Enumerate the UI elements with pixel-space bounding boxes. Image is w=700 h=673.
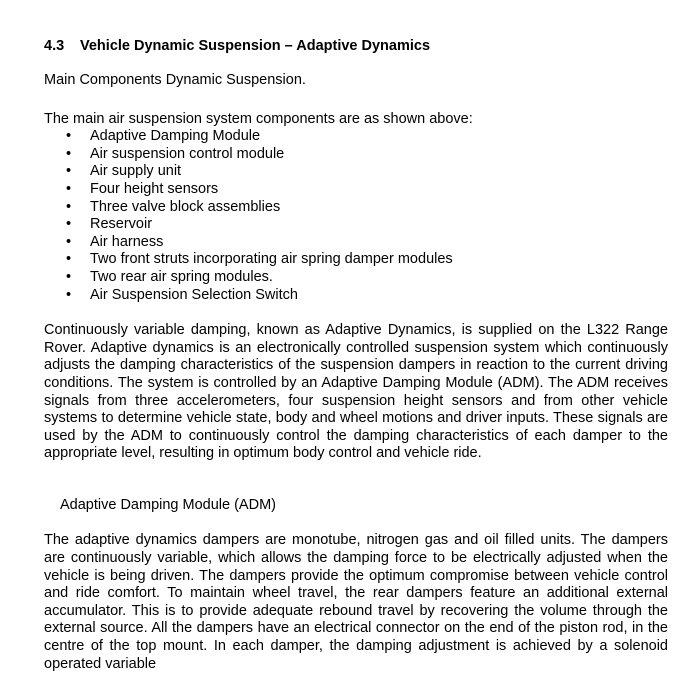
bullet-icon: • xyxy=(66,251,72,268)
list-item: • Four height sensors xyxy=(66,180,219,197)
section-heading xyxy=(44,36,668,56)
list-item: • Air supply unit xyxy=(66,163,182,180)
list-item: • Air suspension control module xyxy=(66,145,285,162)
adm-heading: Adaptive Damping Module (ADM) xyxy=(60,496,276,513)
list-item: • Two rear air spring modules. xyxy=(66,268,273,285)
list-item: • Air Suspension Selection Switch xyxy=(66,286,298,303)
paragraph-adaptive-dynamics: Continuously variable damping, known as Adaptive Dynamics, is supplied on the L322 Range Rover. Adaptive dynamics is an electronically controlled suspension system which continuously adjusts the damping characteristics of the suspension dampers in reaction to the current driving conditions. The system is controlled by an Adaptive Damping Module (ADM). The ADM receives signals from three accelerometers, four suspension height sensors and from other vehicle systems to determine vehicle state, body and wheel motions and driver inputs. These signals are used by the ADM to continuously control the damping characteristics of each damper to the appropriate level, resulting in optimum body control and vehicle ride. xyxy=(44,322,668,462)
bullet-icon: • xyxy=(66,198,72,215)
list-item: • Two front struts incorporating air spring damper modules xyxy=(66,251,453,268)
document-page xyxy=(44,36,668,673)
bullet-icon: • xyxy=(66,145,72,162)
bullet-icon: • xyxy=(66,233,72,250)
bullet-icon: • xyxy=(66,216,72,233)
list-item: • Reservoir xyxy=(66,216,153,233)
list-item: • Three valve block assemblies xyxy=(66,198,281,215)
paragraph-dampers: The adaptive dynamics dampers are monotube, nitrogen gas and oil filled units. The dampers are continuously variable, which allows the damping force to be electrically adjusted when the vehicle is being driven. The dampers provide the optimum compromise between vehicle control and ride comfort. To maintain wheel travel, the rear dampers feature an additional external accumulator. This is to provide adequate rebound travel by recovering the volume through the external source. All the dampers have an electrical connector on the end of the piston rod, in the centre of the top mount. In each damper, the damping adjustment is achieved by a solenoid operated variable xyxy=(44,532,668,672)
section-title: Vehicle Dynamic Suspension – Adaptive Dynamics xyxy=(80,38,431,54)
bullet-icon: • xyxy=(66,180,72,197)
bullet-icon: • xyxy=(66,163,72,180)
section-number: 4.3 xyxy=(44,38,65,54)
list-item: • Air harness xyxy=(66,233,164,250)
bullet-icon: • xyxy=(66,286,72,303)
bullet-icon: • xyxy=(66,268,72,285)
subtitle: Main Components Dynamic Suspension. xyxy=(44,72,306,88)
list-item: • Adaptive Damping Module xyxy=(66,128,261,145)
component-list xyxy=(44,128,668,304)
intro-text: The main air suspension system components are as shown above: xyxy=(44,110,473,127)
bullet-icon: • xyxy=(66,128,72,145)
